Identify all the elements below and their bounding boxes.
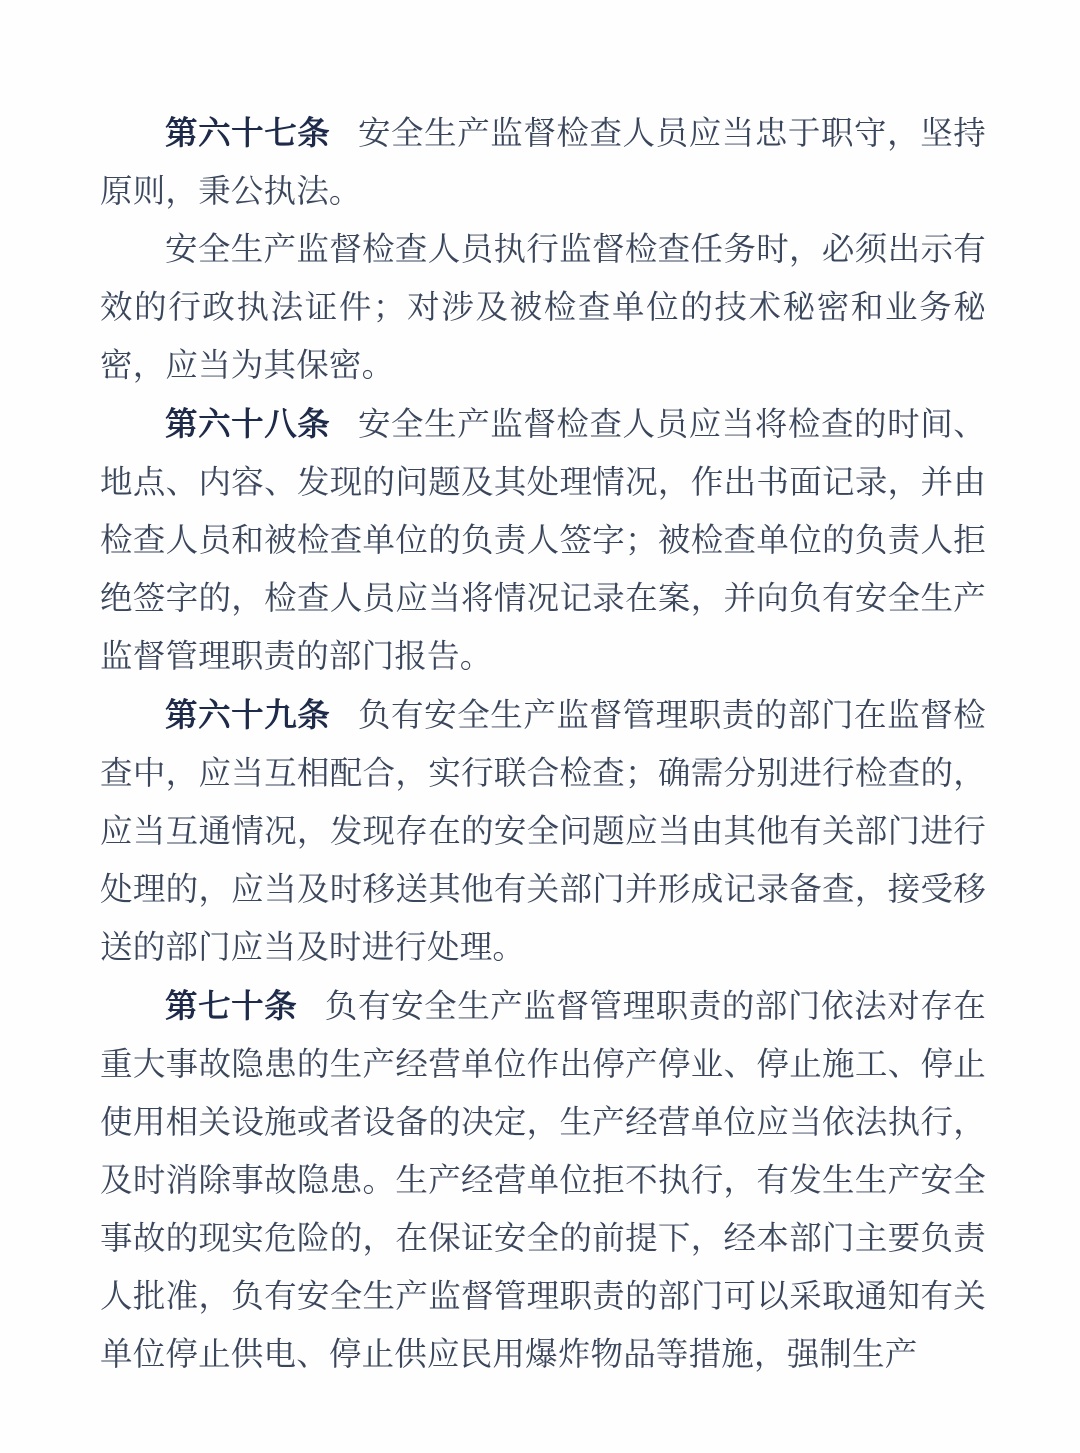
article-number-label: 第七十条 (165, 988, 298, 1024)
article-number-label: 第六十八条 (165, 406, 331, 442)
article-text: 安全生产监督检查人员应当将检查的时间、地点、内容、发现的问题及其处理情况，作出书面记录，并由检查人员和被检查单位的负责人签字；被检查单位的负责人拒绝签字的，检查人员应当将情况记录在案，并向负有安全生产监督管理职责的部门报告。 (100, 407, 986, 675)
law-paragraph-article-67 (100, 104, 986, 221)
law-paragraph-article-70 (100, 977, 986, 1384)
article-number-label: 第六十七条 (165, 115, 331, 151)
article-text: 安全生产监督检查人员执行监督检查任务时，必须出示有效的行政执法证件；对涉及被检查单位的技术秘密和业务秘密，应当为其保密。 (100, 232, 986, 384)
law-paragraph-article-69 (100, 686, 986, 977)
law-paragraph-article-68 (100, 395, 986, 686)
law-paragraph-article-67-cont (100, 221, 986, 395)
law-text-block (100, 104, 986, 1384)
article-text: 负有安全生产监督管理职责的部门在监督检查中，应当互相配合，实行联合检查；确需分别进行检查的，应当互通情况，发现存在的安全问题应当由其他有关部门进行处理的，应当及时移送其他有关部门并形成记录备查，接受移送的部门应当及时进行处理。 (100, 698, 986, 966)
article-text: 负有安全生产监督管理职责的部门依法对存在重大事故隐患的生产经营单位作出停产停业、停止施工、停止使用相关设施或者设备的决定，生产经营单位应当依法执行，及时消除事故隐患。生产经营单位拒不执行，有发生生产安全事故的现实危险的，在保证安全的前提下，经本部门主要负责人批准，负有安全生产监督管理职责的部门可以采取通知有关单位停止供电、停止供应民用爆炸物品等措施，强制生产 (100, 989, 986, 1373)
article-number-label: 第六十九条 (165, 697, 331, 733)
article-text: 安全生产监督检查人员应当忠于职守，坚持原则，秉公执法。 (100, 116, 986, 210)
